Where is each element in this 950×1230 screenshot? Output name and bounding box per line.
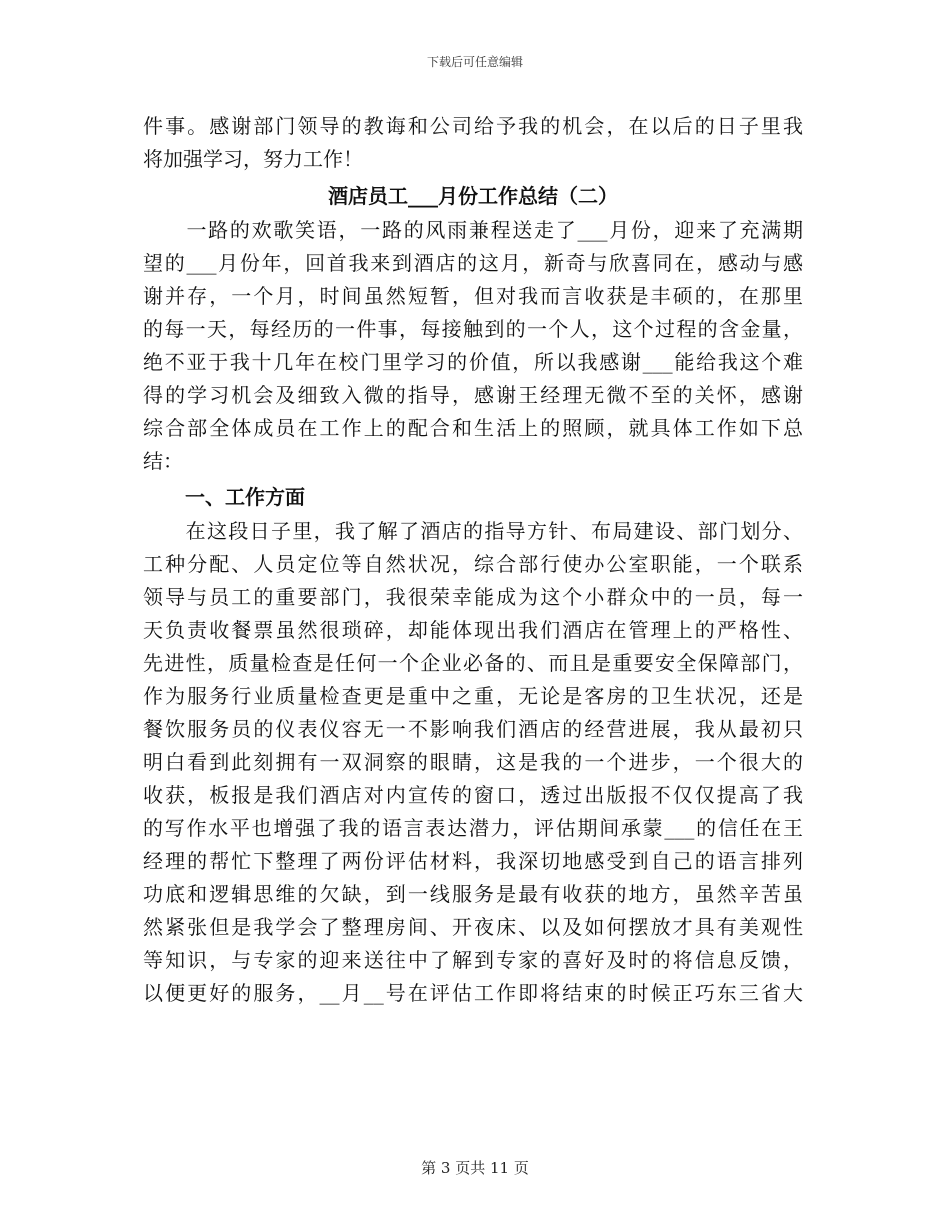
document-title: 酒店员工___月份工作总结（二） xyxy=(328,184,618,208)
text-line: 在这段日子里，我了解了酒店的指导方针、布局建设、部门划分、 xyxy=(143,519,803,543)
text-line: 谢并存，一个月，时间虽然短暂，但对我而言收获是丰硕的，在那里 xyxy=(143,284,803,308)
text-line: 得的学习机会及细致入微的指导，感谢王经理无微不至的关怀，感谢 xyxy=(143,383,803,407)
text-line: 的写作水平也增强了我的语言表达潜力，评估期间承蒙___的信任在王 xyxy=(143,816,803,840)
text-line: 将加强学习，努力工作！ xyxy=(143,147,363,171)
text-line: 作为服务行业质量检查更是重中之重，无论是客房的卫生状况，还是 xyxy=(143,684,803,708)
text-line: 餐饮服务员的仪表仪容无一不影响我们酒店的经营进展，我从最初只 xyxy=(143,717,803,741)
text-line: 明白看到此刻拥有一双洞察的眼睛，这是我的一个进步，一个很大的 xyxy=(143,750,803,774)
text-line: 的每一天，每经历的一件事，每接触到的一个人，这个过程的含金量， xyxy=(143,317,803,341)
text-line: 先进性，质量检查是任何一个企业必备的、而且是重要安全保障部门， xyxy=(143,651,803,675)
text-line: 结： xyxy=(143,449,183,473)
paragraph-2 xyxy=(143,515,803,1010)
text-line: 件事。感谢部门领导的教诲和公司给予我的机会，在以后的日子里我 xyxy=(143,114,803,138)
text-line: 综合部全体成员在工作上的配合和生活上的照顾，就具体工作如下总 xyxy=(143,416,803,440)
document-body xyxy=(143,110,803,1010)
text-line: 一路的欢歌笑语，一路的风雨兼程送走了___月份，迎来了充满期 xyxy=(143,218,803,242)
text-line: 领导与员工的重要部门，我很荣幸能成为这个小群众中的一员，每一 xyxy=(143,585,803,609)
text-line: 等知识，与专家的迎来送往中了解到专家的喜好及时的将信息反馈， xyxy=(143,948,803,972)
text-line: 绝不亚于我十几年在校门里学习的价值，所以我感谢___能给我这个难 xyxy=(143,350,803,374)
text-line: 然紧张但是我学会了整理房间、开夜床、以及如何摆放才具有美观性 xyxy=(143,915,803,939)
text-line: 以便更好的服务，__月__号在评估工作即将结束的时候正巧东三省大 xyxy=(143,981,803,1005)
paragraph-1 xyxy=(143,214,803,478)
text-line: 收获，板报是我们酒店对内宣传的窗口，透过出版报不仅仅提高了我 xyxy=(143,783,803,807)
text-line: 工种分配、人员定位等自然状况，综合部行使办公室职能，一个联系 xyxy=(143,552,803,576)
text-line: 经理的帮忙下整理了两份评估材料，我深切地感受到自己的语言排列 xyxy=(143,849,803,873)
intro-paragraph xyxy=(143,110,803,176)
page-header: 下载后可任意编辑 xyxy=(426,55,523,69)
text-line: 望的___月份年，回首我来到酒店的这月，新奇与欣喜同在，感动与感 xyxy=(143,251,803,275)
section-heading: 一、工作方面 xyxy=(185,485,305,509)
text-line: 天负责收餐票虽然很琐碎，却能体现出我们酒店在管理上的严格性、 xyxy=(143,618,803,642)
page-number: 第 3 页共 11 页 xyxy=(421,1159,529,1177)
text-line: 功底和逻辑思维的欠缺，到一线服务是最有收获的地方，虽然辛苦虽 xyxy=(143,882,803,906)
